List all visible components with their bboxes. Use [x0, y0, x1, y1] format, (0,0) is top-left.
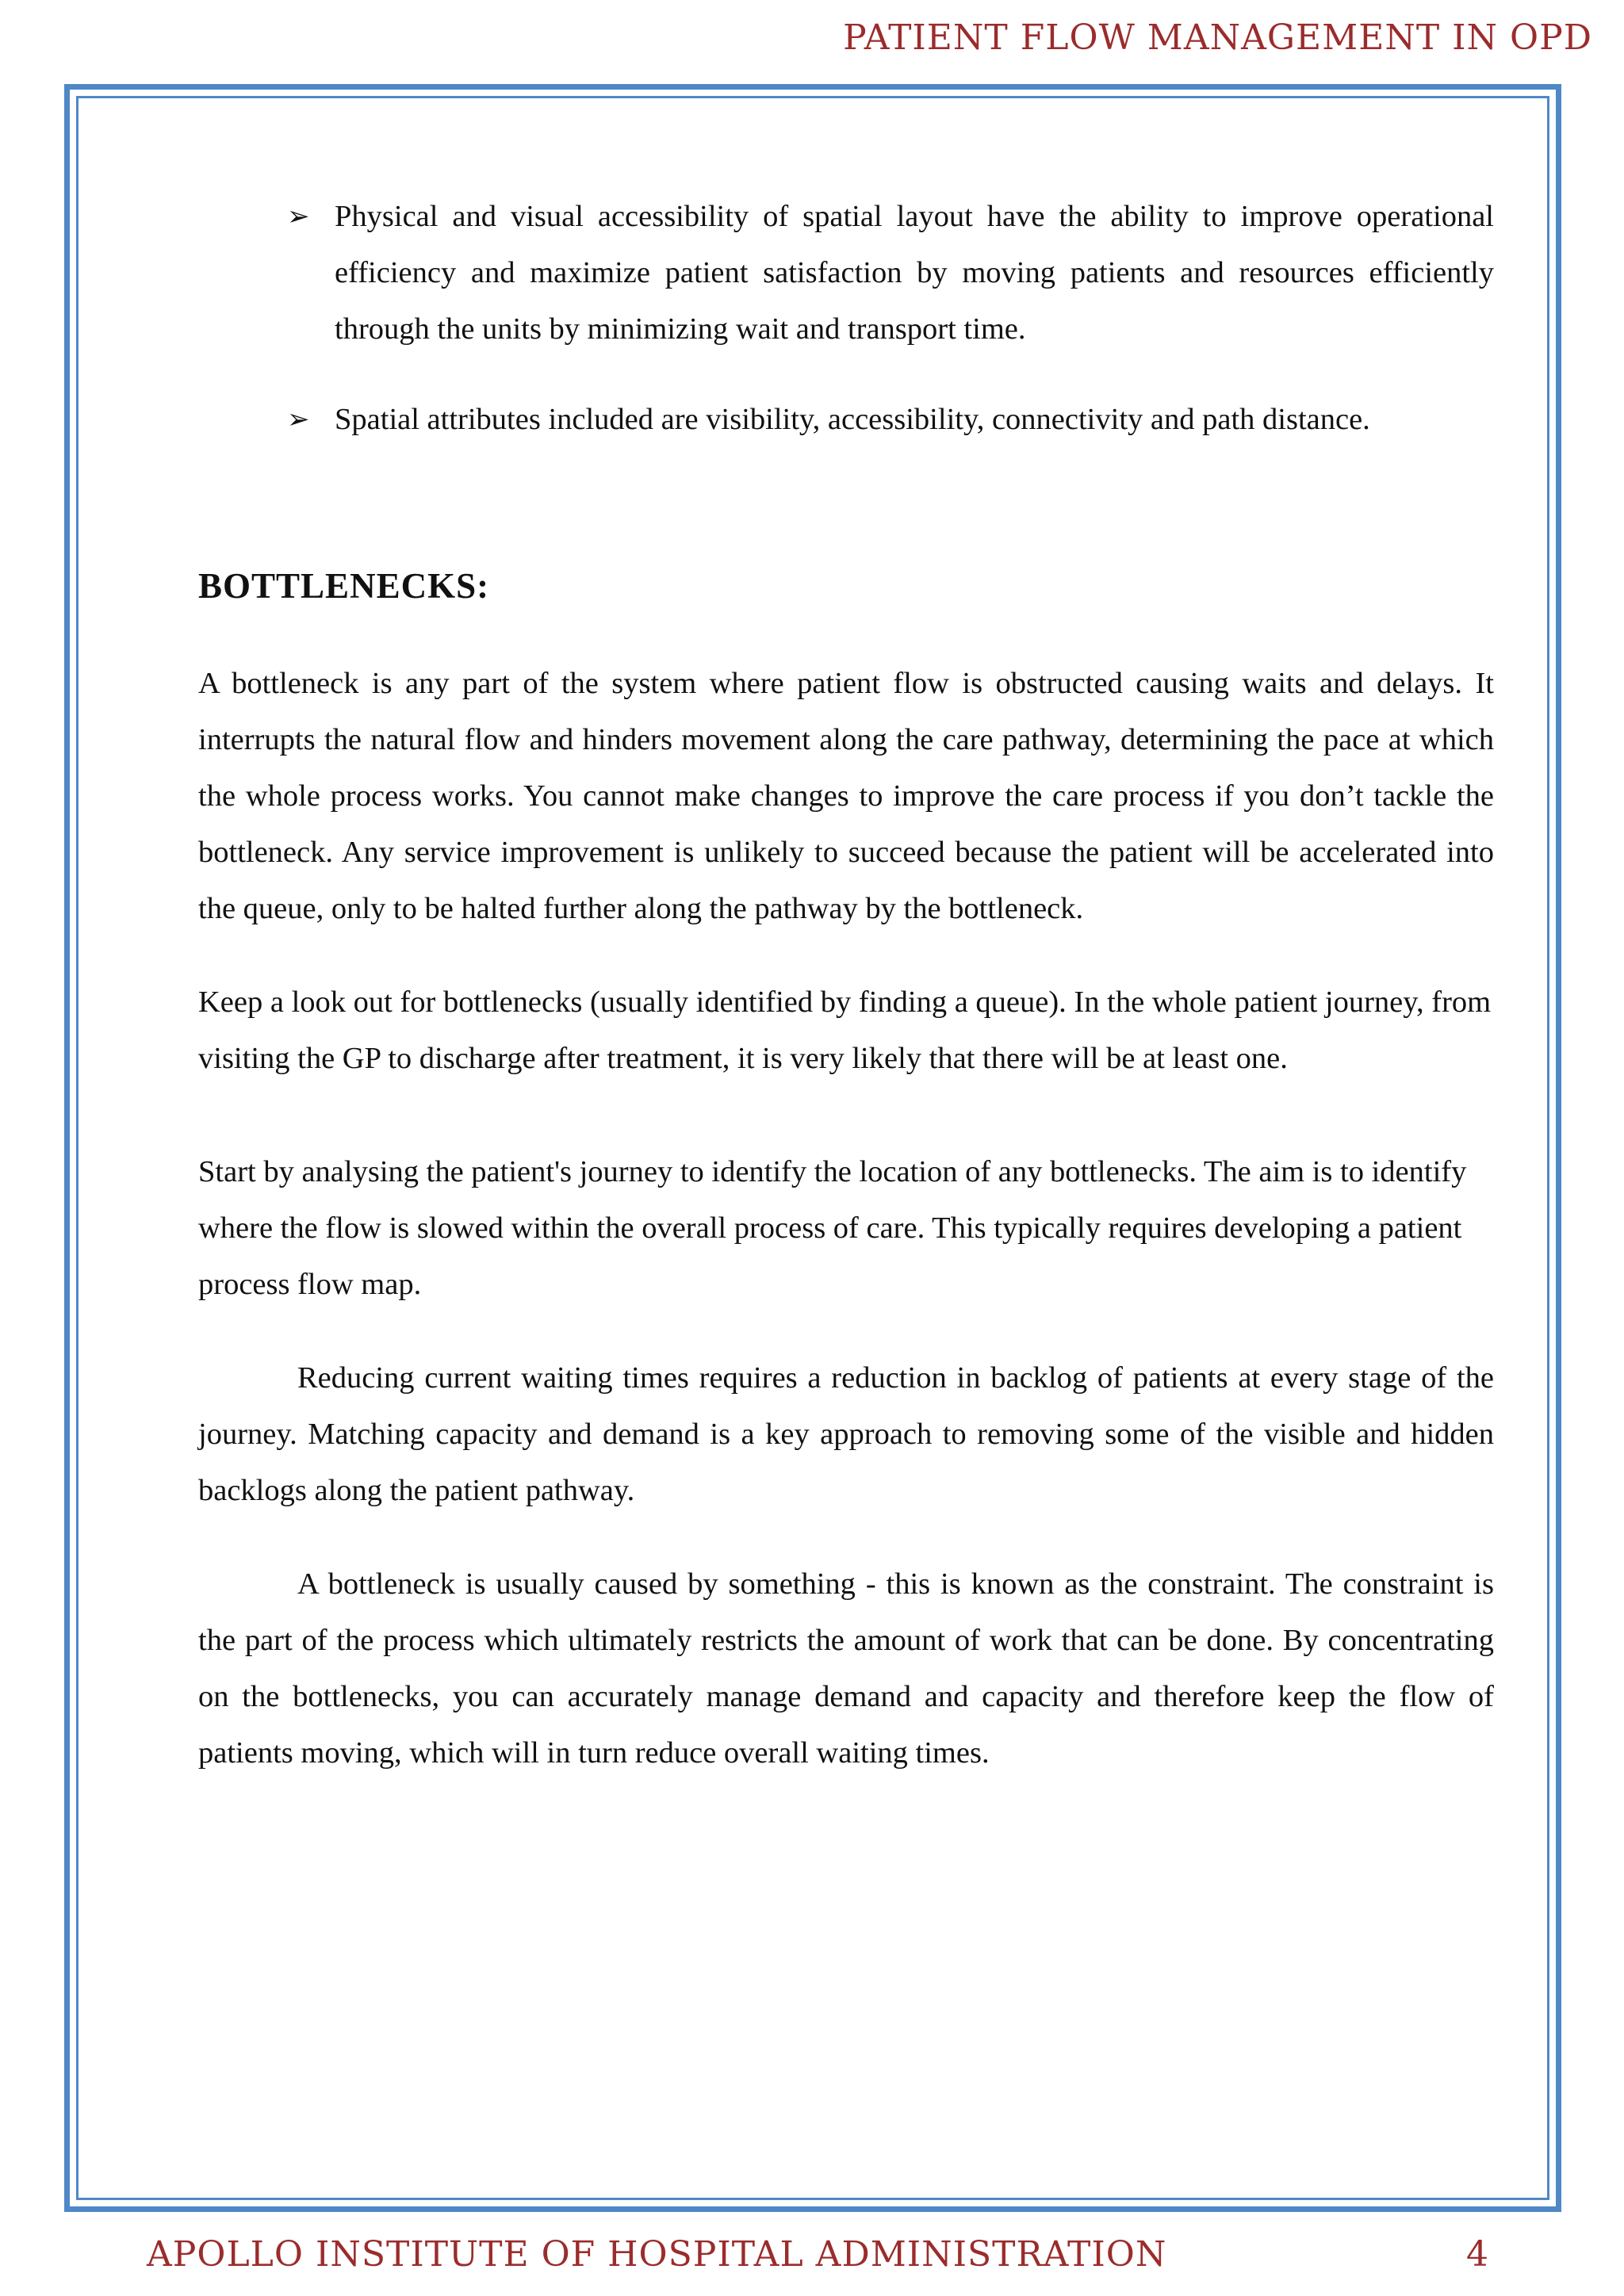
section-heading: BOTTLENECKS:: [198, 566, 490, 606]
arrow-bullet-icon: ➢: [287, 404, 310, 435]
paragraph: A bottleneck is any part of the system where patient flow is obstructed causing waits and delays. It interrupts the natural flow and hinders movement along the care pathway, determining the pace at which the whole process works. You cannot make changes to improve the care process if you don’t tackle the bottleneck. Any service improvement is unlikely to succeed because the patient will be accelerated into the queue, only to be halted further along the pathway by the bottleneck.: [198, 667, 1494, 925]
paragraph: Start by analysing the patient's journey to identify the location of any bottlenecks. The aim is to identify where the flow is slowed within the overall process of care. This typically requires developing a patient process flow map.: [198, 1155, 1467, 1301]
page-content: [198, 189, 1494, 1781]
paragraph: Reducing current waiting times requires a reduction in backlog of patients at every stage of the journey. Matching capacity and demand is a key approach to removing some of the visible and hidden backlogs along the patient pathway.: [198, 1361, 1494, 1507]
bullet-list: [198, 189, 1494, 448]
bullet-text: Spatial attributes included are visibility, accessibility, connectivity and path distance.: [335, 403, 1370, 436]
bullet-text: Physical and visual accessibility of spatial layout have the ability to improve operational efficiency and maximize patient satisfaction by moving patients and resources efficiently through the units by minimizing wait and transport time.: [335, 200, 1494, 346]
footer-institution: APOLLO INSTITUTE OF HOSPITAL ADMINISTRATION: [147, 2234, 1167, 2275]
list-item: [198, 392, 1494, 448]
paragraph: Keep a look out for bottlenecks (usually identified by finding a queue). In the whole patient journey, from visiting the GP to discharge after treatment, it is very likely that there will be at least one.: [198, 985, 1492, 1075]
running-header: PATIENT FLOW MANAGEMENT IN OPD: [843, 17, 1592, 58]
page-number: 4: [1466, 2234, 1489, 2275]
paragraph: A bottleneck is usually caused by something - this is known as the constraint. The constraint is the part of the process which ultimately restricts the amount of work that can be done. By concentrating on the bottlenecks, you can accurately manage demand and capacity and therefore keep the flow of patients moving, which will in turn reduce overall waiting times.: [198, 1567, 1494, 1770]
running-footer: [147, 2234, 1489, 2275]
list-item: [198, 189, 1494, 358]
arrow-bullet-icon: ➢: [287, 201, 310, 232]
